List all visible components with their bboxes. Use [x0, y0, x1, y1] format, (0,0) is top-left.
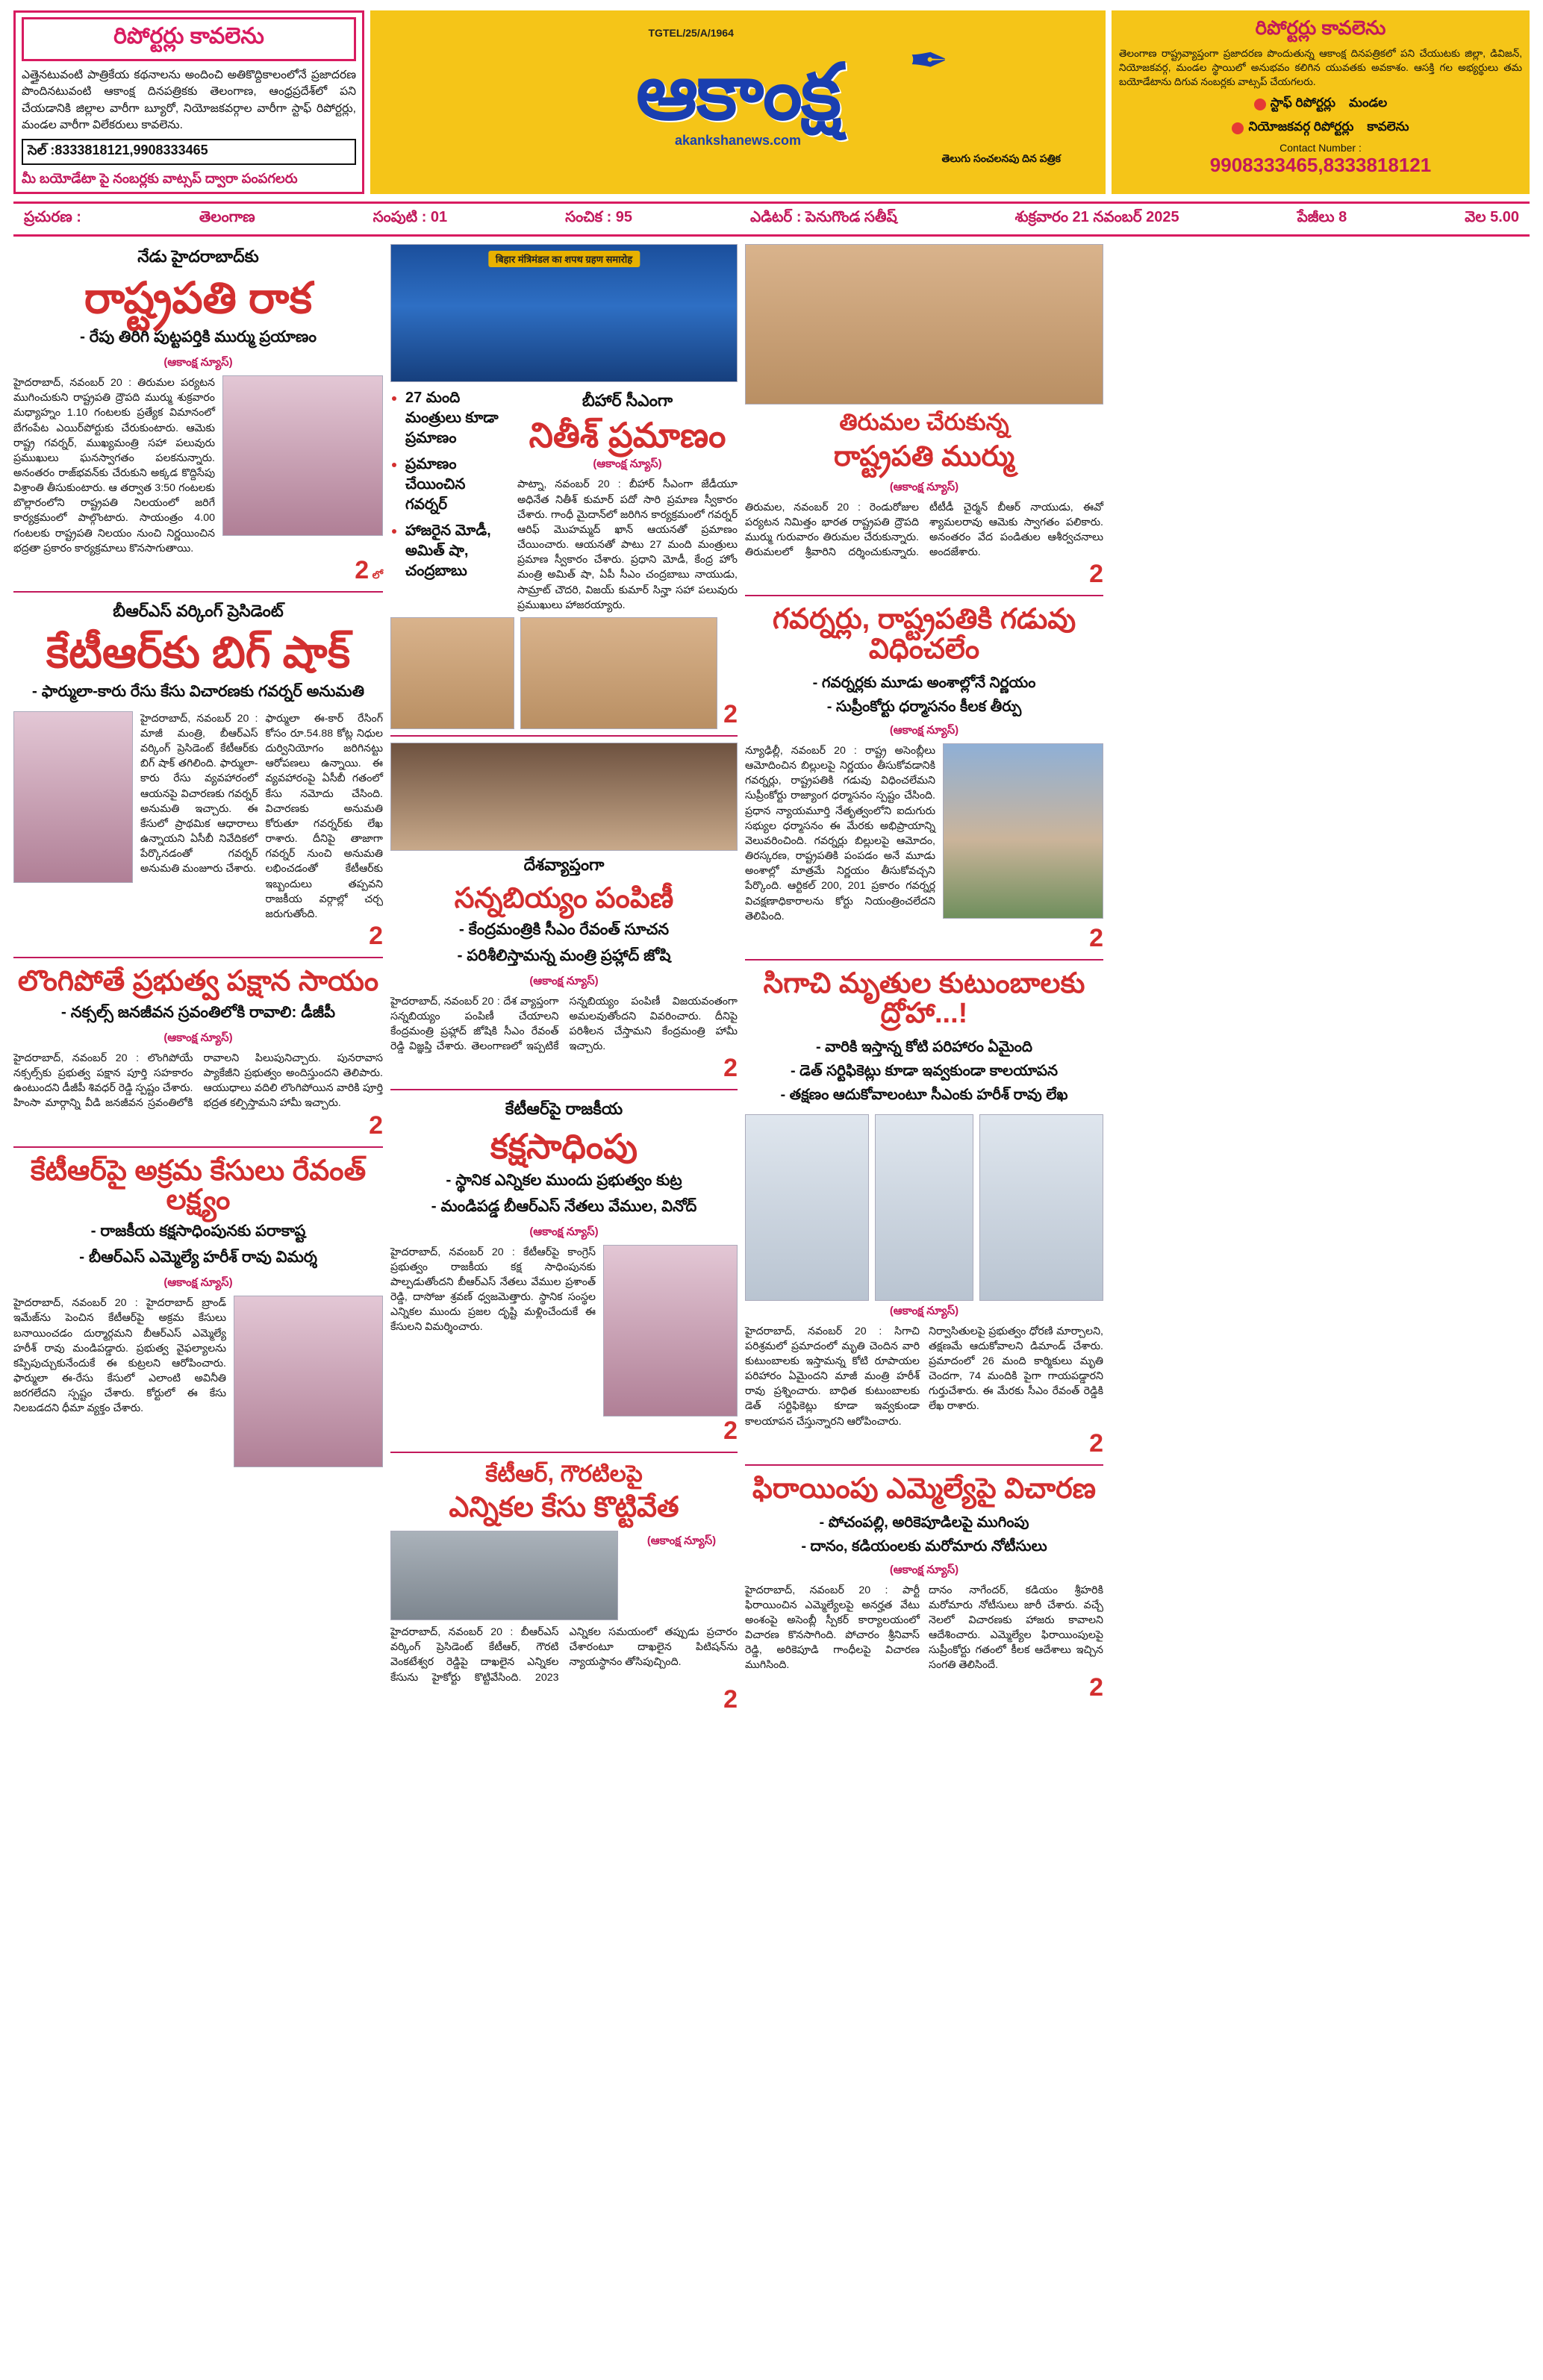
continued-marker: 2 [723, 1416, 738, 1445]
bihar-headline: నితీశ్ ప్రమాణం [529, 416, 726, 455]
right-ad-title: రిపోర్టర్లు కావలెను [1255, 16, 1386, 39]
brs-kicker: బీఆర్ఎస్ వర్కింగ్ ప్రెసిడెంట్ [113, 601, 284, 620]
governor-subheads [745, 669, 1103, 720]
continued-marker: 2 [369, 922, 383, 951]
brs-body-col-b: ఫార్ములా ఈ-కార్ రేసింగ్ కోసం రూ.54.88 కోట్ల నిధుల దుర్వినియోగం జరిగినట్టు ఆరోపణలు ఉన్నాయి. ఈ వ్యవహారంపై ఏసీబీ గతంలో కేసు నమోదు చేసింది. విచారణకు అనుమతి కోరుతూ గవర్నర్‌కు లేఖ రాశారు. దీనిపై తాజాగా గవర్నర్ నుంచి అనుమతి లభించడంతో కేటీఆర్‌కు ఇబ్బందులు తప్పవని రాజకీయ వర్గాల్లో చర్చ జరుగుతోంది. [265, 712, 383, 920]
defection-headline: ఫిరాయింపు ఎమ్మెల్యేపై విచారణ [752, 1472, 1097, 1505]
divider [390, 1452, 738, 1453]
divider [745, 959, 1103, 961]
bullet-item: • 27 మంది మంత్రులు కూడా ప్రమాణం [405, 388, 510, 449]
price: వెల 5.00 [1465, 209, 1519, 226]
photo-president-murmu [222, 375, 383, 536]
chip-label: మండల [1349, 95, 1388, 110]
photo-harish-rao [745, 1114, 869, 1301]
rice-kicker: దేశవ్యాప్తంగా [523, 855, 605, 874]
brs-subhead: - ఫార్ములా-కారు రేసు కేసు విచారణకు గవర్నర్ అనుమతి [31, 682, 365, 700]
photo-banner-text: बिहार मंत्रिमंडल का शपथ ग्रहण समारोह [488, 251, 640, 267]
masthead-left-ad [13, 10, 364, 194]
defection-body-left: హైదరాబాద్, నవంబర్ 20 : పార్టీ ఫిరాయించిన ఎమ్మెల్యేలపై అనర్హత వేటు అంశంపై అసెంబ్లీ స్పీకర్ కార్యాలయంలో విచారణ కొనసాగింది. పోచారం శ్రీనివాస్ రెడ్డి, అరికెపూడి గాంధీలపై విచారణ ముగిసింది. [745, 1584, 920, 1672]
bihar-body: పాట్నా, నవంబర్ 20 : బీహార్ సీఎంగా జేడీయూ అధినేత నితీశ్ కుమార్ పదో సారి ప్రమాణ స్వీకారం చేశారు. గాంధీ మైదాన్‌లో జరిగిన కార్యక్రమంలో గవర్నర్ ఆరిఫ్ మొహమ్మద్ ఖాన్ ఆయనతో ప్రమాణం చేయించారు. ఆయనతో పాటు 27 మంది మంత్రులు ప్రమాణ స్వీకారం చేశారు. ప్రధాని మోడీ, కేంద్ర హోం మంత్రి అమిత్ షా, ఏపీ సీఎం చంద్రబాబు నాయుడు, సామ్రాట్ చౌదరి, విజయ్ కుమార్ సిన్హా సహా పలువురు ప్రముఖులు హాజరయ్యారు. [517, 478, 738, 611]
registration-number: TGTEL/25/A/1964 [648, 27, 734, 39]
photo-supreme-court [943, 743, 1103, 919]
sigachi-sub1: - వారికి ఇస్తాన్న కోటి పరిహారం ఏమైంది [815, 1038, 1033, 1055]
defection-sub2: - దానం, కడియంలకు మరోమారు నోటీసులు [801, 1537, 1047, 1555]
continued-marker: 2 [723, 699, 738, 728]
divider [390, 735, 738, 737]
lead-headline: రాష్ట్రపతి రాక [84, 274, 313, 323]
defection-subheads [745, 1509, 1103, 1560]
tirumala-headline-2: రాష్ట్రపతి ముర్ము [833, 440, 1015, 472]
column-2 [390, 244, 738, 1714]
continued-marker: 2 [723, 1684, 738, 1714]
governor-sub2: - సుప్రీంకోర్టు ధర్మాసనం కీలక తీర్పు [826, 699, 1022, 716]
ktr-cases-body: హైదరాబాద్, నవంబర్ 20 : హైదరాబాద్ బ్రాండ్ ఇమేజ్‌ను పెంచిన కేటీఆర్‌పై అక్రమ కేసులు బనాయించడం దుర్మార్గమని బీఆర్ఎస్ ఎమ్మెల్యే హరీశ్ రావు మండిపడ్డారు. ప్రభుత్వ వైఫల్యాలను కప్పిపుచ్చుకునేందుకే ఈ కుట్రలని ఆరోపించారు. ఫార్ములా ఈ-రేసు కేసులో ఎలాంటి అవినీతి జరగలేదని స్పష్టం చేశారు. కోర్టులో ఈ కేసు నిలబడదని ధీమా వ్యక్తం చేశారు. [13, 1297, 226, 1415]
divider [390, 1089, 738, 1090]
chip-mandal [1349, 96, 1387, 113]
governor-body: న్యూఢిల్లీ, నవంబర్ 20 : రాష్ట్ర అసెంబ్లీలు ఆమోదించిన బిల్లులపై నిర్ణయం తీసుకోవడానికి గవర్నర్లు, రాష్ట్రపతికి గడువు విధించలేమని సుప్రీంకోర్టు రాజ్యాంగ ధర్మాసనం స్పష్టం చేసింది. ప్రధాన న్యాయమూర్తి నేతృత్వంలోని ఐదుగురు సభ్యుల ధర్మాసనం ఈ మేరకు అభిప్రాయాన్ని వెలువరించింది. గవర్నర్లు బిల్లులపై ఆమోదం, తిరస్కరణ, రాష్ట్రపతికి పంపడం అనే మూడు అంశాల్లో మాత్రమే నిర్ణయం తీసుకోవచ్చని పేర్కొంది. ఆర్టికల్ 200, 201 ప్రకారం గవర్నర్ల విచక్షణాధికారాలను కోర్టు నియంత్రించలేదని తెలిపింది. [745, 745, 935, 922]
publication-date: శుక్రవారం 21 నవంబర్ 2025 [1014, 209, 1179, 226]
rice-body: హైదరాబాద్, నవంబర్ 20 : దేశ వ్యాప్తంగా సన్నబియ్యం పంపిణీ చేయాలని కేంద్రమంత్రి ప్రహ్లాద్ జోషికి సీఎం రేవంత్ రెడ్డి విజ్ఞప్తి చేశారు. తెలంగాణలో ఇప్పటికే సన్నబియ్యం పంపిణీ విజయవంతంగా అమలవుతోందని వివరించారు. దీనిపై పరిశీలన చేస్తామని కేంద్రమంత్రి హామీ ఇచ్చారు. [390, 995, 738, 1053]
recruit-ad-footer: మీ బయోడేటా పై నంబర్లకు వాట్సప్ ద్వారా పంపగలరు [22, 170, 298, 186]
brs-body-col-a: హైదరాబాద్, నవంబర్ 20 : మాజీ మంత్రి, బీఆర్ఎస్ వర్కింగ్ ప్రెసిడెంట్ కేటీఆర్‌కు బిగ్ షాక్ తగిలింది. ఫార్ములా-కారు రేసు వ్యవహారంలో ఆయనపై విచారణకు గవర్నర్ అనుమతి ఇచ్చారు. ఈ కేసులో ప్రాథమిక ఆధారాలు ఉన్నాయని ఏసీబీ నివేదికలో పేర్కొనడంతో గవర్నర్ అనుమతి మంజూరు చేశారు. [140, 712, 258, 875]
right-ad-chips [1119, 96, 1522, 113]
page-count: పేజీలు 8 [1297, 209, 1347, 226]
divider [13, 1146, 383, 1148]
sigachi-subheads [745, 1034, 1103, 1108]
chip-label: కావలెను [1367, 119, 1409, 134]
column-3 [745, 244, 1103, 1714]
election-case-headline-1: కేటీఆర్, గౌరటిలపై [485, 1460, 643, 1487]
rice-byline: (ఆకాంక్ష న్యూస్) [529, 974, 599, 987]
divider [13, 957, 383, 958]
continued-marker: 2 [1089, 560, 1103, 589]
issue-info-bar [13, 202, 1530, 237]
contact-label: Contact Number : [1279, 141, 1362, 154]
sigachi-byline: (ఆకాంక్ష న్యూస్) [889, 1304, 959, 1317]
bihar-bullets [390, 388, 510, 613]
issue-number: సంచిక : 95 [565, 209, 633, 226]
ktr-political-byline: (ఆకాంక్ష న్యూస్) [529, 1225, 599, 1238]
sigachi-body-left: హైదరాబాద్, నవంబర్ 20 : సిగాచి పరిశ్రమలో ప్రమాదంలో మృతి చెందిన వారి కుటుంబాలకు ఇస్తామన్న కోటి రూపాయల పరిహారం ఏమైందని మాజీ మంత్రి హరీశ్ రావు ప్రశ్నించారు. బాధిత కుటుంబాలకు డెత్ సర్టిఫికెట్లు కూడా ఇవ్వకుండా కాలయాపన చేస్తున్నారని ఆరోపించారు. [745, 1325, 920, 1428]
sigachi-sub2: - డెత్ సర్టిఫికెట్లు కూడా ఇవ్వకుండా కాలయాపన [790, 1062, 1059, 1079]
lead-byline: (ఆకాంక్ష న్యూస్) [163, 356, 233, 369]
chip-wanted [1367, 119, 1409, 137]
governor-byline: (ఆకాంక్ష న్యూస్) [889, 724, 959, 737]
lead-body: హైదరాబాద్, నవంబర్ 20 : తిరుమల పర్యటన ముగించుకుని రాష్ట్రపతి ద్రౌపది ముర్ము శుక్రవారం మధ్యాహ్నం 1.10 గంటలకు ప్రత్యేక విమానంలో బేగంపేట ఎయిర్‌పోర్టుకు చేరుకుంటారు. ఆమెకు రాష్ట్ర గవర్నర్, ముఖ్యమంత్రి సహా పలువురు ప్రముఖులు ఘనస్వాగతం పలకనున్నారు. అనంతరం రాజ్‌భవన్‌కు చేరుకుని అక్కడ కొద్దిసేపు విశ్రాంతి తీసుకుంటారు. ఆ తర్వాత 3:50 గంటలకు బొల్లారంలోని రాష్ట్రపతి నిలయంలో జరిగే కార్యక్రమంలో పాల్గొంటారు. సాయంత్రం 4.00 గంటలకు రాష్ట్రపతి నిలయం నుంచి నిర్ణయించిన భద్రతా ప్రకారం కార్యక్రమాలు కొనసాగుతాయి. [13, 377, 215, 555]
website-label: akankshanews.com [674, 132, 802, 148]
photo-brs-leader-mic [603, 1245, 738, 1417]
bihar-kicker: బీహార్ సీఎంగా [582, 391, 673, 410]
photo-ktr-gourati [390, 1531, 618, 1620]
ktr-political-kicker: కేటీఆర్‌పై రాజకీయ [505, 1099, 623, 1119]
paper-logo: ఆకాంక్ష [635, 49, 841, 136]
volume: సంపుటి : 01 [372, 209, 448, 226]
contact-numbers: 9908333465,8333818121 [1209, 153, 1432, 176]
main-grid [13, 244, 1530, 1714]
masthead-right-ad [1112, 10, 1530, 194]
continued-marker: 2 [1089, 1428, 1103, 1458]
continued-marker: 2 [1089, 923, 1103, 952]
rice-headline: సన్నబియ్యం పంపిణీ [454, 882, 674, 914]
continued-marker: 2 [1089, 1672, 1103, 1702]
recruit-ad-body: ఎత్తైనటువంటి పాత్రికేయ కథనాలను అందించి అతికొద్దికాలంలోనే ప్రజాదరణ పొందినటువంటి ఆకాంక్ష దినపత్రికకు తెలంగాణ, ఆంధ్రప్రదేశ్‌లో పని చేయడానికి జిల్లాల వారీగా బ్యూరో, నియోజకవర్గాల వారీగా స్టాఫ్ రిపోర్టర్లు, మండల వారీగా విలేకరులు కావలెను. [22, 69, 356, 132]
ktr-political-body: హైదరాబాద్, నవంబర్ 20 : కేటీఆర్‌పై కాంగ్రెస్ ప్రభుత్వం రాజకీయ కక్ష సాధింపునకు పాల్పడుతోందని బీఆర్ఎస్ నేతలు వేముల ప్రశాంత్ రెడ్డి, దాసోజు శ్రవణ్ ధ్వజమెత్తారు. స్థానిక సంస్థల ఎన్నికల ముందు ప్రజల దృష్టి మళ్లించేందుకే ఈ కేసులని విమర్శించారు. [390, 1246, 596, 1334]
election-case-headline-2: ఎన్నికల కేసు కొట్టివేత [449, 1492, 679, 1524]
ktr-cases-sub2: - బీఆర్ఎస్ ఎమ్మెల్యే హరీశ్ రావు విమర్శ [79, 1249, 317, 1266]
chip-label: నియోజకవర్గ రిపోర్టర్లు [1248, 119, 1354, 134]
brs-headline: కేటీఆర్‌కు బిగ్ షాక్ [46, 628, 351, 677]
tirumala-headline-1: తిరుమల చేరుకున్న [839, 409, 1009, 436]
defection-body-right: దానం నాగేందర్, కడియం శ్రీహరికి మరోమారు నోటీసులు జారీ చేశారు. వచ్చే నెలలో విచారణకు హాజరు కావాలని ఆదేశించారు. ఎమ్మెల్యేల ఫిరాయింపులపై సుప్రీంకోర్టు గతంలో కీలక ఆదేశాలు ఇచ్చిన సంగతి తెలిసిందే. [929, 1584, 1103, 1672]
recruit-ad-title: రిపోర్టర్లు కావలెను [22, 17, 356, 61]
masthead [13, 10, 1530, 194]
police-byline: (ఆకాంక్ష న్యూస్) [163, 1031, 233, 1044]
pen-nib-icon: ✒ [908, 34, 949, 87]
editor: ఎడిటర్ : పెనుగొండ సతీష్ [749, 209, 897, 226]
photo-tirumala-welcome [745, 244, 1103, 405]
continued-marker: 2 [369, 1111, 383, 1140]
photo-modi [390, 617, 514, 729]
masthead-logo-block [370, 10, 1106, 194]
lead-kicker: నేడు హైదరాబాద్‌కు [137, 247, 259, 266]
divider [13, 591, 383, 593]
sigachi-sub3: - తక్షణం ఆదుకోవాలంటూ సీఎంకు హరీశ్ రావు లేఖ [780, 1086, 1068, 1103]
continued-page: లో [372, 568, 383, 581]
divider [745, 1464, 1103, 1466]
governor-sub1: - గవర్నర్లకు మూడు అంశాల్లోనే నిర్ణయం [812, 675, 1036, 692]
edition-value: తెలంగాణ [199, 209, 255, 226]
police-body: హైదరాబాద్, నవంబర్ 20 : లొంగిపోయే నక్సల్స్‌కు ప్రభుత్వ పక్షాన పూర్తి సహకారం ఉంటుందని డీజీపీ శివధర్ రెడ్డి స్పష్టం చేశారు. హింసా మార్గాన్ని వీడి జనజీవన స్రవంతిలోకి రావాలని పిలుపునిచ్చారు. పునరావాస ప్యాకేజీని ప్రభుత్వం అందిస్తుందని తెలిపారు. ఆయుధాలు వదిలి లొంగిపోయిన వారికి పూర్తి భద్రత కల్పిస్తామని హామీ ఇచ్చారు. [13, 1052, 383, 1110]
election-case-body: హైదరాబాద్, నవంబర్ 20 : బీఆర్ఎస్ వర్కింగ్ ప్రెసిడెంట్ కేటీఆర్, గౌరటి వెంకటేశ్వర రెడ్డిపై దాఖలైన ఎన్నికల కేసును హైకోర్టు కొట్టివేసింది. 2023 ఎన్నికల సమయంలో తప్పుడు ప్రచారం చేశారంటూ దాఖలైన పిటిషన్‌ను న్యాయస్థానం తోసిపుచ్చింది. [390, 1626, 738, 1684]
defection-sub1: - పోచంపల్లి, అరికెపూడిలపై ముగింపు [819, 1514, 1029, 1531]
ktr-political-headline: కక్షసాధింపు [490, 1127, 638, 1166]
ktr-cases-headline: కేటీఆర్‌పై అక్రమ కేసులు రేవంత్ లక్ష్యం [30, 1155, 367, 1216]
chip-label: స్టాఫ్ రిపోర్టర్లు [1270, 95, 1335, 110]
paper-tagline: తెలుగు సంచలనపు దిన పత్రిక [941, 152, 1061, 165]
sigachi-body-right: నిర్వాసితులపై ప్రభుత్వం ధోరణి మార్చాలని, తక్షణమే ఆదుకోవాలని డిమాండ్ చేశారు. ప్రమాదంలో 26 మంది కార్మికులు మృతి చెందగా, 74 మందికి పైగా గాయపడ్డారని గుర్తుచేశారు. ఈ మేరకు సీఎం రేవంత్ రెడ్డికి లేఖ రాశారు. [929, 1325, 1103, 1413]
edition-label: ప్రచురణ : [24, 209, 81, 226]
rice-sub2: - పరిశీలిస్తామన్న మంత్రి ప్రహ్లాద్ జోషి [457, 946, 671, 964]
continued-marker: 2 [723, 1054, 738, 1083]
bihar-byline: (ఆకాంక్ష న్యూస్) [593, 457, 662, 471]
election-case-byline: (ఆకాంక్ష న్యూస్) [646, 1534, 717, 1548]
lead-subhead: - రేపు తిరిగి పుట్టపర్తికి ముర్ము ప్రయాణం [79, 328, 317, 346]
tirumala-body: తిరుమల, నవంబర్ 20 : రెండురోజుల పర్యటన నిమిత్తం భారత రాష్ట్రపతి ద్రౌపది ముర్ము గురువారం తిరుమల చేరుకున్నారు. తిరుమలలో శ్రీవారిని దర్శించుకున్నారు. టీటీడీ చైర్మన్ బీఆర్ నాయుడు, ఈవో శ్యామలరావు ఆమెకు స్వాగతం పలికారు. అనంతరం వేద పండితుల ఆశీర్వచనాలు అందజేశారు. [745, 501, 1103, 559]
ktr-cases-sub1: - రాజకీయ కక్షసాధింపునకు పరాకాష్ట [90, 1222, 306, 1240]
tirumala-byline: (ఆకాంక్ష న్యూస్) [889, 480, 959, 493]
photo-revanth-reddy [979, 1114, 1103, 1301]
right-ad-chips-2 [1119, 119, 1522, 137]
chip-constituency-reporters [1232, 119, 1353, 137]
defection-byline: (ఆకాంక్ష న్యూస్) [889, 1563, 959, 1576]
chip-staff-reporters [1254, 96, 1335, 113]
rice-sub1: - కేంద్రమంత్రికి సీఎం రేవంత్ సూచన [458, 920, 670, 938]
bullet-item: • ప్రమాణం చేయించిన గవర్నర్ [405, 455, 510, 515]
divider [745, 595, 1103, 596]
photo-meeting-hall [390, 743, 738, 851]
ktr-political-sub1: - స్థానిక ఎన్నికల ముందు ప్రభుత్వం కుట్ర [446, 1171, 682, 1189]
ktr-political-sub2: - మండిపడ్డ బీఆర్ఎస్ నేతలు వేముల, వినోద్ [431, 1197, 697, 1215]
bullet-dot-icon [1254, 99, 1266, 110]
governor-headline: గవర్నర్లు, రాష్ట్రపతికి గడువు విధించలేం [772, 604, 1076, 666]
police-subhead: - నక్సల్స్ జనజీవన స్రవంతిలోకి రావాలి: డీజీపీ [60, 1003, 336, 1021]
right-ad-body: తెలంగాణ రాష్ట్రవ్యాప్తంగా ప్రజాదరణ పొందుతున్న ఆకాంక్ష దినపత్రికలో పని చేయుటకు జిల్లా, డివిజన్, నియోజకవర్గ, మండల స్థాయిలో అనుభవం కలిగిన యువతకు అవకాశం. ఆసక్తి గల అభ్యర్థులు తమ బయోడేటాను దిగువ నంబర్లకు వాట్సప్ చేయగలరు. [1119, 48, 1522, 87]
sigachi-headline: సిగాచి మృతుల కుటుంబాలకు ద్రోహా...! [763, 967, 1085, 1029]
continued-marker: 2 [355, 555, 370, 584]
police-headline: లొంగిపోతే ప్రభుత్వ పక్షాన సాయం [17, 966, 379, 998]
photo-bihar-oath-ceremony [390, 244, 738, 382]
bullet-dot-icon [1232, 122, 1244, 134]
bullet-item: • హాజరైన మోడీ, అమిత్ షా, చంద్రబాబు [405, 521, 510, 581]
recruit-ad-phone: సెల్ :8333818121,9908333465 [22, 139, 356, 165]
photo-harish-rao-speaking [234, 1296, 383, 1467]
photo-ktr [13, 711, 133, 883]
photo-nitish-modi [520, 617, 717, 729]
photo-letter-document [875, 1114, 974, 1301]
column-1 [13, 244, 383, 1714]
ktr-cases-byline: (ఆకాంక్ష న్యూస్) [163, 1276, 233, 1290]
